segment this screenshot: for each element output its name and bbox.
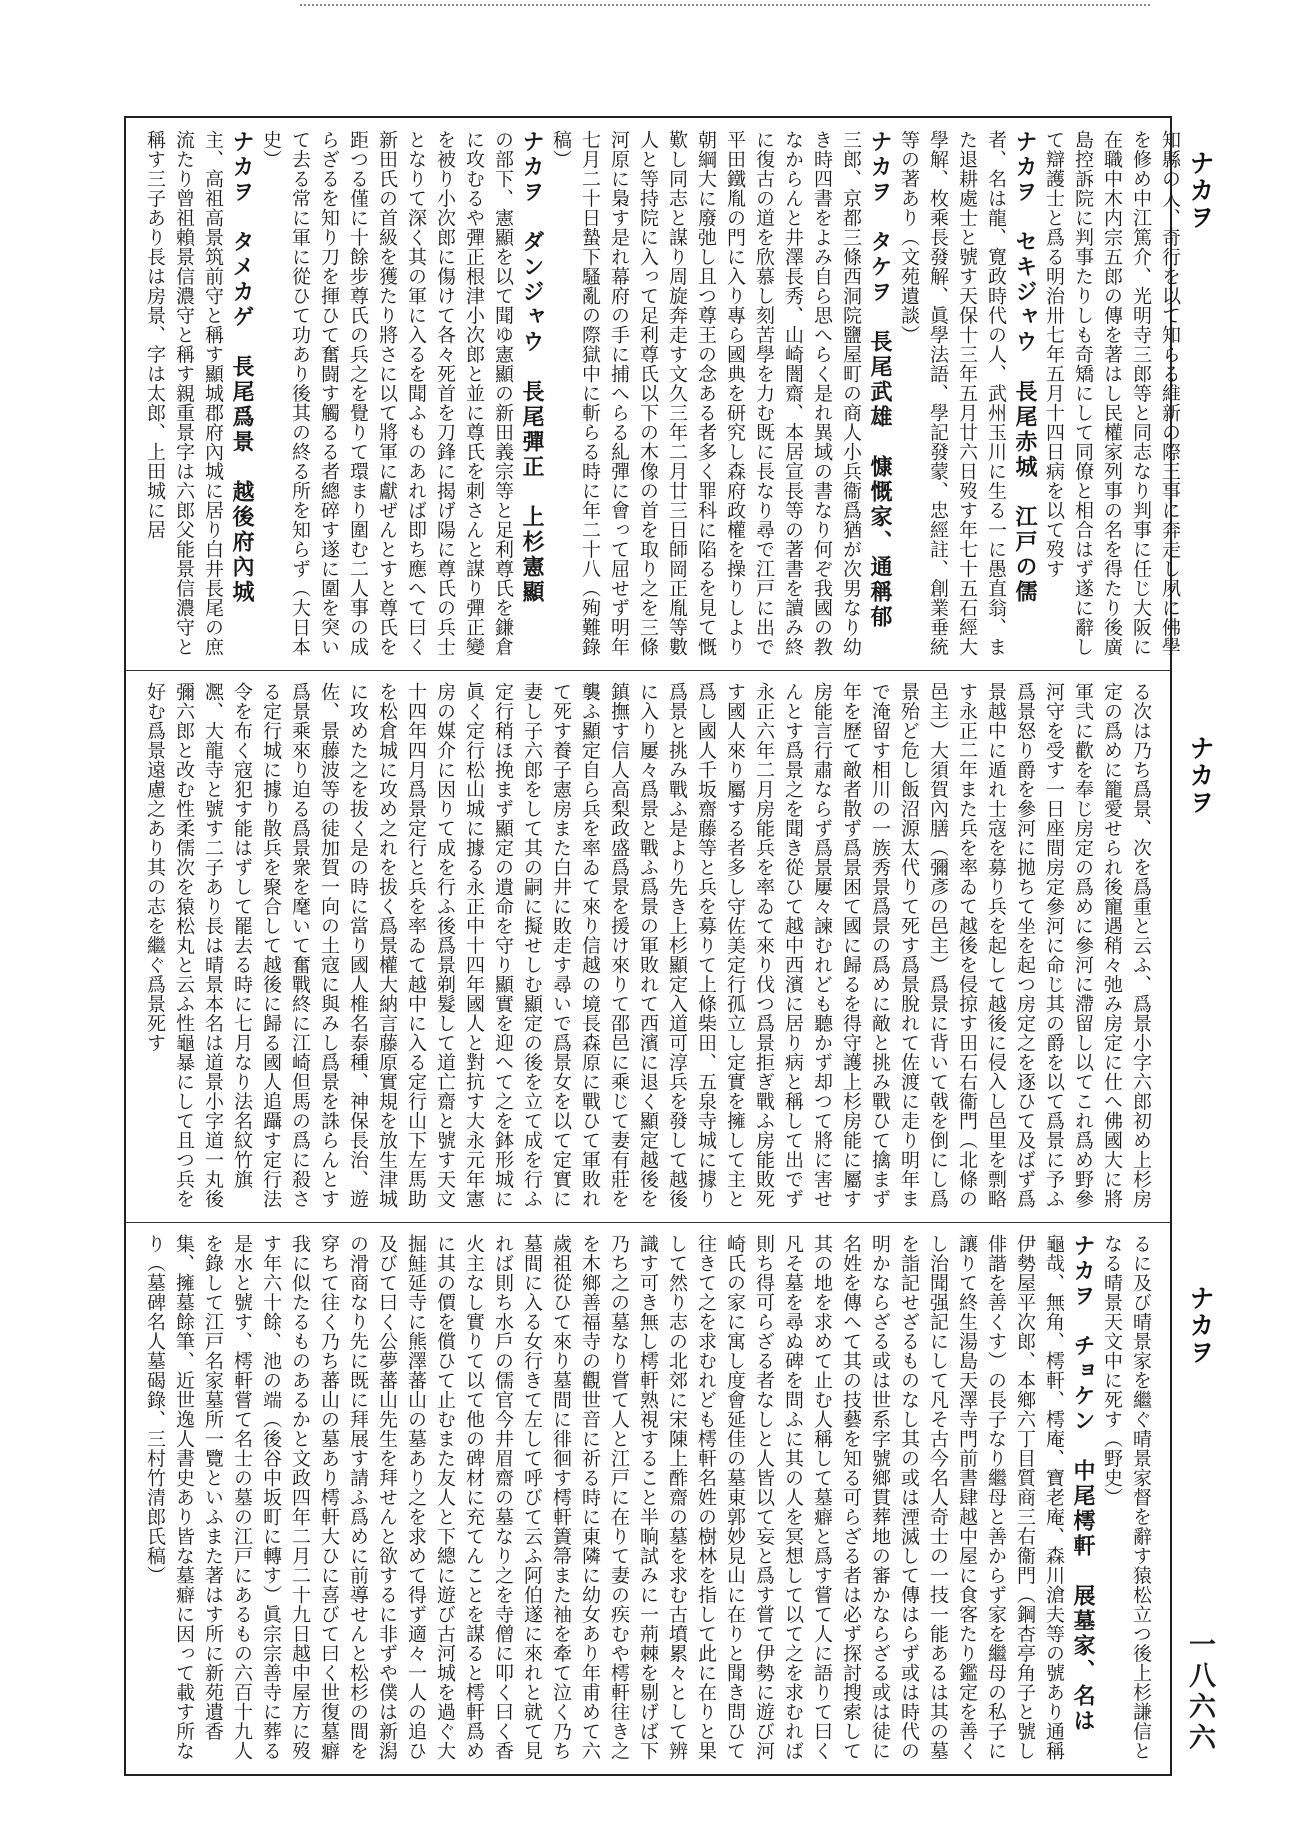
entry-text: の部下、憲顯を以て聞ゆ憲顯の新田義宗等と足利尊氏を鎌倉に攻むるや彈正根津小次郎と並に尊氏を刺さんと謀り彈正變を被り小次郎に傷けて各々死首を刀鋒に揭げ陽に尊氏の兵士となりて深く其の軍に入るを聞ふものあれば即ち應へて曰く新田氏の首級を獲たり將さに以て將軍に獻ぜんとすと尊氏を距つる僅に十餘步尊氏の兵之を覺りて環まり圍む二人事の成らざるを知り刀を揮ひて奮闘す觸るる者總碎す遂に圍を突いて去る常に軍に從ひて功あり後其の終る所を知らず（大日本史） xyxy=(260,130,514,657)
section-top-text xyxy=(140,130,1184,660)
section-bottom-text xyxy=(140,1234,1155,1764)
entry-heading: ナカヲ タケヲ 長尾武雄 xyxy=(867,130,893,430)
section-middle-text xyxy=(140,682,1155,1212)
section-top xyxy=(140,130,1181,660)
entry-heading-note: 越後府內城 xyxy=(229,480,255,605)
entry-heading: ナカヲ ダンジャウ 長尾彈正 xyxy=(519,130,545,480)
page-frame xyxy=(124,116,1181,1776)
entry-text: るに及び晴景家を繼ぐ晴景家督を辭す猿松立つ後上杉謙信となる晴景天文中に死す（野史） xyxy=(1101,1234,1152,1761)
entry-heading-note: 展墓家、名は xyxy=(1070,1584,1096,1734)
entry-heading: ナカヲ タメカゲ 長尾爲景 xyxy=(229,130,255,455)
section-middle xyxy=(140,682,1160,1212)
running-head-bottom: ナカヲ xyxy=(1186,1285,1215,1366)
running-head-middle: ナカヲ xyxy=(1186,735,1215,816)
entry-text: 主、高祖高景筑前守と稱す顯城郡府內城に居り白井長尾の庶流たり曾祖賴景信濃守と稱す親重景字は六郎父能景信濃守と稱す三子あり長は房景、字は太郎、上田城に居 xyxy=(144,130,224,657)
section-divider-2 xyxy=(126,1222,1170,1223)
entry-text: 龜哉、無角、樗軒、樗庵、寶老庵、森川滄夫等の號あり通稱伊勢屋平次郎、本鄉六丁目質商三右衞門（鋼杏亭角子と號し俳諧を善くす）の長子なり繼母と善からず家を繼母の私子に讓りて終生湯島天澤寺門前書肆越中屋に食客たり鑑定を善くし治聞强記にして凡そ古今名人奇士の一技一能あるは其の墓を詣記せざるものなし其の或は湮滅して傳はらず或は時代の明かならざる或は世系字號鄉貫葬地の審かならざる或は徒に名姓を傳へて其の技藝を知る可らざる者は必ず探討搜索して其の地を求めて止む人稱して墓癖と爲す嘗て人に語りて曰く凡そ墓を尋ぬ碑を問ふに其の人を冥想して以て之を求むれば則ち得可らざる者なしと人皆以て妄と爲す嘗て伊勢に遊び河崎氏の家に寓し度會延佳の墓東郭妙見山に在りと聞き問ひて往きて之を求むれども樗軒名姓の樹林を指して此に在りと果して然り志の北郊に宋陳上酢齋の墓を求む古墳累々として辨識す可き無し樗軒熟視すること半晌試みに一荊棘を剔げば下乃ち之の墓なり嘗て人と江戸に在りて妻の疾むや樗軒往き之を木鄉善福寺の觀世音に祈る時に東隣に幼女あり年甫めて六歲祖從ひて來り墓間に徘徊す樗軒簀箒また袖を牽て泣く乃ち墓間に入る女行きて左して呼びて云ふ阿伯遂に來れと就て見れば則ち水戶の儒官今井眉齋の墓なり之を寺僧に叩く曰く香火主なし實りて以て他の碑材に充てんことを謀ると樗軒爲めに其の價を償ひて止むまた友人と下總に遊び古河城を過ぐ大掘鮭延寺に熊澤蕃山の墓あり之を求めて得ず適々一人の追ひ及びて曰く公夢蕃山先生を拜せんと欲するに非ずや僕は新潟の滑商なり先に既に拜展す請ふ爲めに前導せんと松杉の間を穿ちて往く乃ち蕃山の墓あり樗軒大ひに喜びて曰く世復墓癖我に似たるものあるかと文政四年二月二十九日越中屋方に歿す年六十餘、池の端（後谷中坂町に轉す）眞宗宗善寺に葬る是水と號す、樗軒嘗て名士の墓の江戸にあるもの六百十九人を錄して江戸名家墓所一覽といふまた著はす所に新苑遺香集、擁墓餘筆、近世逸人書史あり皆な墓癖に因って載す所なり（墓碑名人墓碣錄、三村竹清郎氏稿） xyxy=(144,1234,1065,1761)
entry-heading: ナカヲ チョケン 中尾樗軒 xyxy=(1070,1234,1096,1559)
page-number: 一八六六 xyxy=(1184,1630,1215,1754)
section-bottom xyxy=(140,1234,1160,1764)
entry-text: る次は乃ち爲景、次を爲重と云ふ、爲景小字六郎初め上杉房定の爲めに籠愛せられ後寵遇稍々弛み房定に仕へ佛國大に將軍弐に歡を奉じ房定の爲めに參河に滯留し以てこれ爲め野參河守を受す一日座間房定參河に命じ其の爵を以て爲景に予ふ爲景怒り爵を參河に拋ちて坐を起つ房定之を逐ひて及ばず爲景越中に遁れ士寇を募り兵を起して越後に侵入し邑里を剽略す永正二年また兵を率ゐて越後を侵掠す田石右衞門（北條の邑主）大須賀內膳（彌彥の邑主）爲景に背いて戟を倒にし爲景殆ど危し飯沼源太代りて死す爲景脫れて佐渡に走り明年まで淹留す相川の一族秀景爲景の爲めに敵と挑み戰ひて擒まず年を歷て敵者散ず爲景困て國に歸るを得守護上杉房能に屬す房能言行肅ならず爲景屢々諫むれども聽かず却つて將に害せんとす爲景之を聞き從ひて越中西濱に居り病と稱して出でず永正六年二月房能兵を率ゐて來り伐つ爲景拒ぎ戰ふ房能敗死す國人來り屬する者多し守佐美定行孤立し定實を擁して主と爲し國人千坂齋藤等と兵を募りて上條柴田、五泉寺城に據り爲景と挑み戰ふ是より先き上杉顯定入道可淳兵を發して越後に入り屢々爲景と戰ふ爲景の軍敗れて西濱に退く顯定越後を鎮撫す信人高梨政盛爲景を援け來りて邵邑に乘じて妻有莊を襲ふ顯定自ら兵を率ゐて來り信越の境長森原に戰ひて軍敗れて死す養子憲房また白井に敗走す尋いで爲景女を以て定實に妻し子六郎をして其の嗣に擬せしむ顯定の後を立て成を行ふ定行稍ほ挽まず顯定の遺命を守り顯實を迎へて之を鉢形城に眞く定行松山城に據る永正中十四年國人と對抗す大永元年憲房の媒介に因りて成を行ふ後爲景剃髮して道亡齋と號す天文十四年四月爲景定行と兵を率ゐて越中に入る定行山下左馬助を松倉城に攻め之れを拔く爲景權大納言藤原實規を放生津城に攻めた之を拔く是の時に當り國人椎名泰種、神保長治、遊佐、景藤波等の徒加賀一向の土寇に與みし爲景を誅らんとす爲景乘來り迫る爲景衆を麾いて奮戰終に江崎但馬の爲に殺さる定行城に據り散兵を聚合して越後に歸る國人追躡す定行法令を布く寇犯す能はずして罷去る時に七月なり法名紋竹旗凞、大龍寺と號す二子あり長は晴景本名は道景小字道一丸後彌六郎と改む性柔儒次を猿松丸と云ふ性龜暴にして且つ兵を好む爲景遠慮之あり其の志を繼ぐ爲景死す xyxy=(144,682,1152,1209)
entry-text: 三郎、京都三條西洞院鹽屋町の商人小兵衞爲猶が次男なり幼き時四書をよみ自ら思へらく是れ異域の書なり何ぞ我國の教なからんと井澤長秀、山崎闇齋、本居宣長等の著書を讀み終に復古の道を欣慕し刻苦學を力む既に長なり尋で江戸に出で平田鐵胤の門に入り專ら國典を研究し森府政權を操りしより朝綱大に廢弛し且つ尊王の念ある者多く罪科に陷るを見て慨歎し同志と謀り周旋奔走す文久三年二月廿三日師岡正胤等數人と等持院に入って足利尊氏以下の木像の首を取り之を三條河原に梟す是れ幕府の手に捕へらる糺彈に會って屈せず明年七月二十日蟄下騷亂の際獄中に斬らる時に年二十八（殉難錄稿） xyxy=(550,130,862,657)
entry-heading: ナカヲ セキジャウ 長尾赤城 xyxy=(1012,130,1038,480)
entry-heading-note: 慷慨家、通稱郁 xyxy=(867,455,893,630)
entry-heading-note: 上杉憲顯 xyxy=(519,505,545,605)
entry-text: 知縣の人、奇行を以て知らる維新の際王事に奔走し夙に佛學を修め中江篤介、光明寺三郎等と同志なり判事に任じ大阪に在職中木内宗五郎の傳を著はし民權家列事の名を得たり後廣島控訴院に判事たりしも奇矯にして同僚と相合はず遂に辭して辯護士と爲る明治卅七年五月十四日病を以て歿す xyxy=(1043,130,1181,657)
entry-text: 者、名は龍、寛政時代の人、武州玉川に生る一に愚直翁、また退耕處士と號す天保十三年五月廿六日歿す年七十五石經大學解、枚乘長發解、眞學法語、學記發蒙、忠經註、創業垂統等の著あり（文苑遺談） xyxy=(898,130,1007,657)
section-divider-1 xyxy=(126,670,1170,671)
running-head-top: ナカヲ xyxy=(1186,150,1215,231)
top-edge-dots xyxy=(300,4,1150,6)
entry-heading-note: 江戸の儒 xyxy=(1012,505,1038,605)
